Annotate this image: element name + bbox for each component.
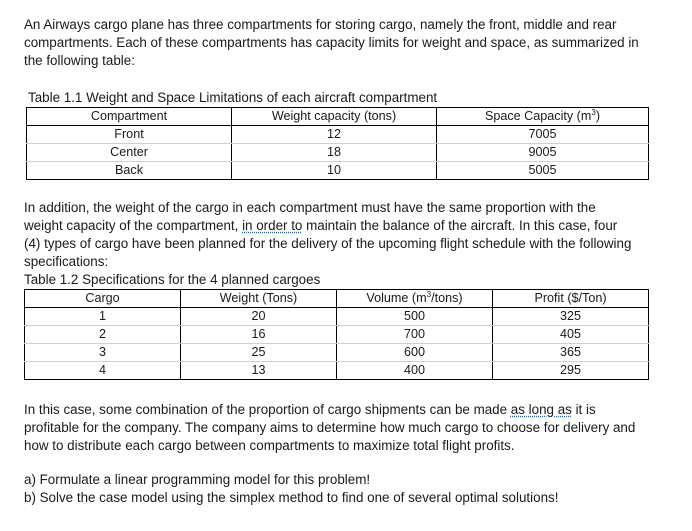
table2-cargo-specs [24,289,649,380]
table1-header-space-sup: 3 [591,107,596,117]
intro-paragraph [24,16,664,70]
middle-line-1: In addition, the weight of the cargo in each compartment must have the same proportion with the [24,200,596,215]
table-row [25,326,649,344]
table2-cell: 500 [337,308,493,326]
table2-header-weight: Weight (Tons) [181,290,337,308]
closing-line-1a: In this case, some combination of the proportion of cargo shipments can be made [24,402,511,417]
table2-cell: 325 [493,308,649,326]
table1-compartment-limits [26,107,649,180]
table1-header-space [437,108,649,126]
table2-cell: 16 [181,326,337,344]
middle-paragraph [24,199,664,271]
intro-line-1: An Airways cargo plane has three compartments for storing cargo, namely the front, middle and rear [24,17,617,32]
table1-cell: 9005 [437,144,649,162]
table1-cell: Back [27,162,232,180]
table1-header-space-text: Space Capacity (m [484,109,592,123]
table-row [27,144,649,162]
table2-header-volume [337,290,493,308]
task-a: a) Formulate a linear programming model for this problem! [24,472,371,487]
table2-cell: 25 [181,344,337,362]
middle-line-2c: maintain the balance of the aircraft. In this case, four [302,218,618,233]
middle-line-3: (4) types of cargo have been planned for the delivery of the upcoming flight schedule with the following [24,236,632,251]
table2-header-row [25,290,649,308]
table2-caption: Table 1.2 Specifications for the 4 planned cargoes [24,272,321,287]
table2-cell: 600 [337,344,493,362]
table2-cell: 3 [25,344,181,362]
as-long-as-phrase: as long as [510,402,572,417]
closing-line-1c: it is [571,402,596,417]
task-b: b) Solve the case model using the simplex method to find one of several optimal solutions! [24,490,559,505]
table1-header-row [27,108,649,126]
table1-header-space-close: ) [595,109,601,123]
middle-line-4: specifications: [24,254,109,269]
table1-cell: 5005 [437,162,649,180]
table1-cell: 18 [232,144,437,162]
table1-header-weight: Weight capacity (tons) [232,108,437,126]
table2-cell: 400 [337,362,493,380]
table2-cell: 700 [337,326,493,344]
table-row [25,308,649,326]
intro-line-3: the following table: [24,53,135,68]
table2-header-volume-sup: 3 [426,289,432,299]
table1-cell: 7005 [437,126,649,144]
table2-header-cargo: Cargo [25,290,181,308]
table2-cell: 1 [25,308,181,326]
middle-line-2a: weight capacity of the compartment, [24,218,243,233]
table2-cell: 13 [181,362,337,380]
table2-cell: 295 [493,362,649,380]
table2-cell: 405 [493,326,649,344]
table2-cell: 2 [25,326,181,344]
closing-line-1 [24,401,664,419]
table1-header-compartment: Compartment [27,108,232,126]
table2-cell: 4 [25,362,181,380]
table1-cell: 12 [232,126,437,144]
closing-paragraph [24,401,664,455]
closing-line-3: how to distribute each cargo between compartments to maximize total flight profits. [24,438,515,453]
table1-cell: Center [27,144,232,162]
middle-line-2 [24,217,664,235]
table-row [25,344,649,362]
table-row [27,126,649,144]
table2-header-volume-unit: /tons) [431,291,463,305]
closing-line-2: profitable for the company. The company aims to determine how much cargo to choose for delivery and [24,420,636,435]
table2-cell: 20 [181,308,337,326]
table1-cell: Front [27,126,232,144]
table-row [27,162,649,180]
task-list [24,471,664,507]
table1-cell: 10 [232,162,437,180]
table1-caption: Table 1.1 Weight and Space Limitations of each aircraft compartment [28,90,438,105]
table2-cell: 365 [493,344,649,362]
intro-line-2: compartments. Each of these compartments has capacity limits for weight and space, as summarized in [24,35,639,50]
in-order-to-phrase: in order to [242,218,303,233]
table-row [25,362,649,380]
table2-header-profit: Profit ($/Ton) [493,290,649,308]
table2-header-volume-text: Volume (m [366,291,427,305]
